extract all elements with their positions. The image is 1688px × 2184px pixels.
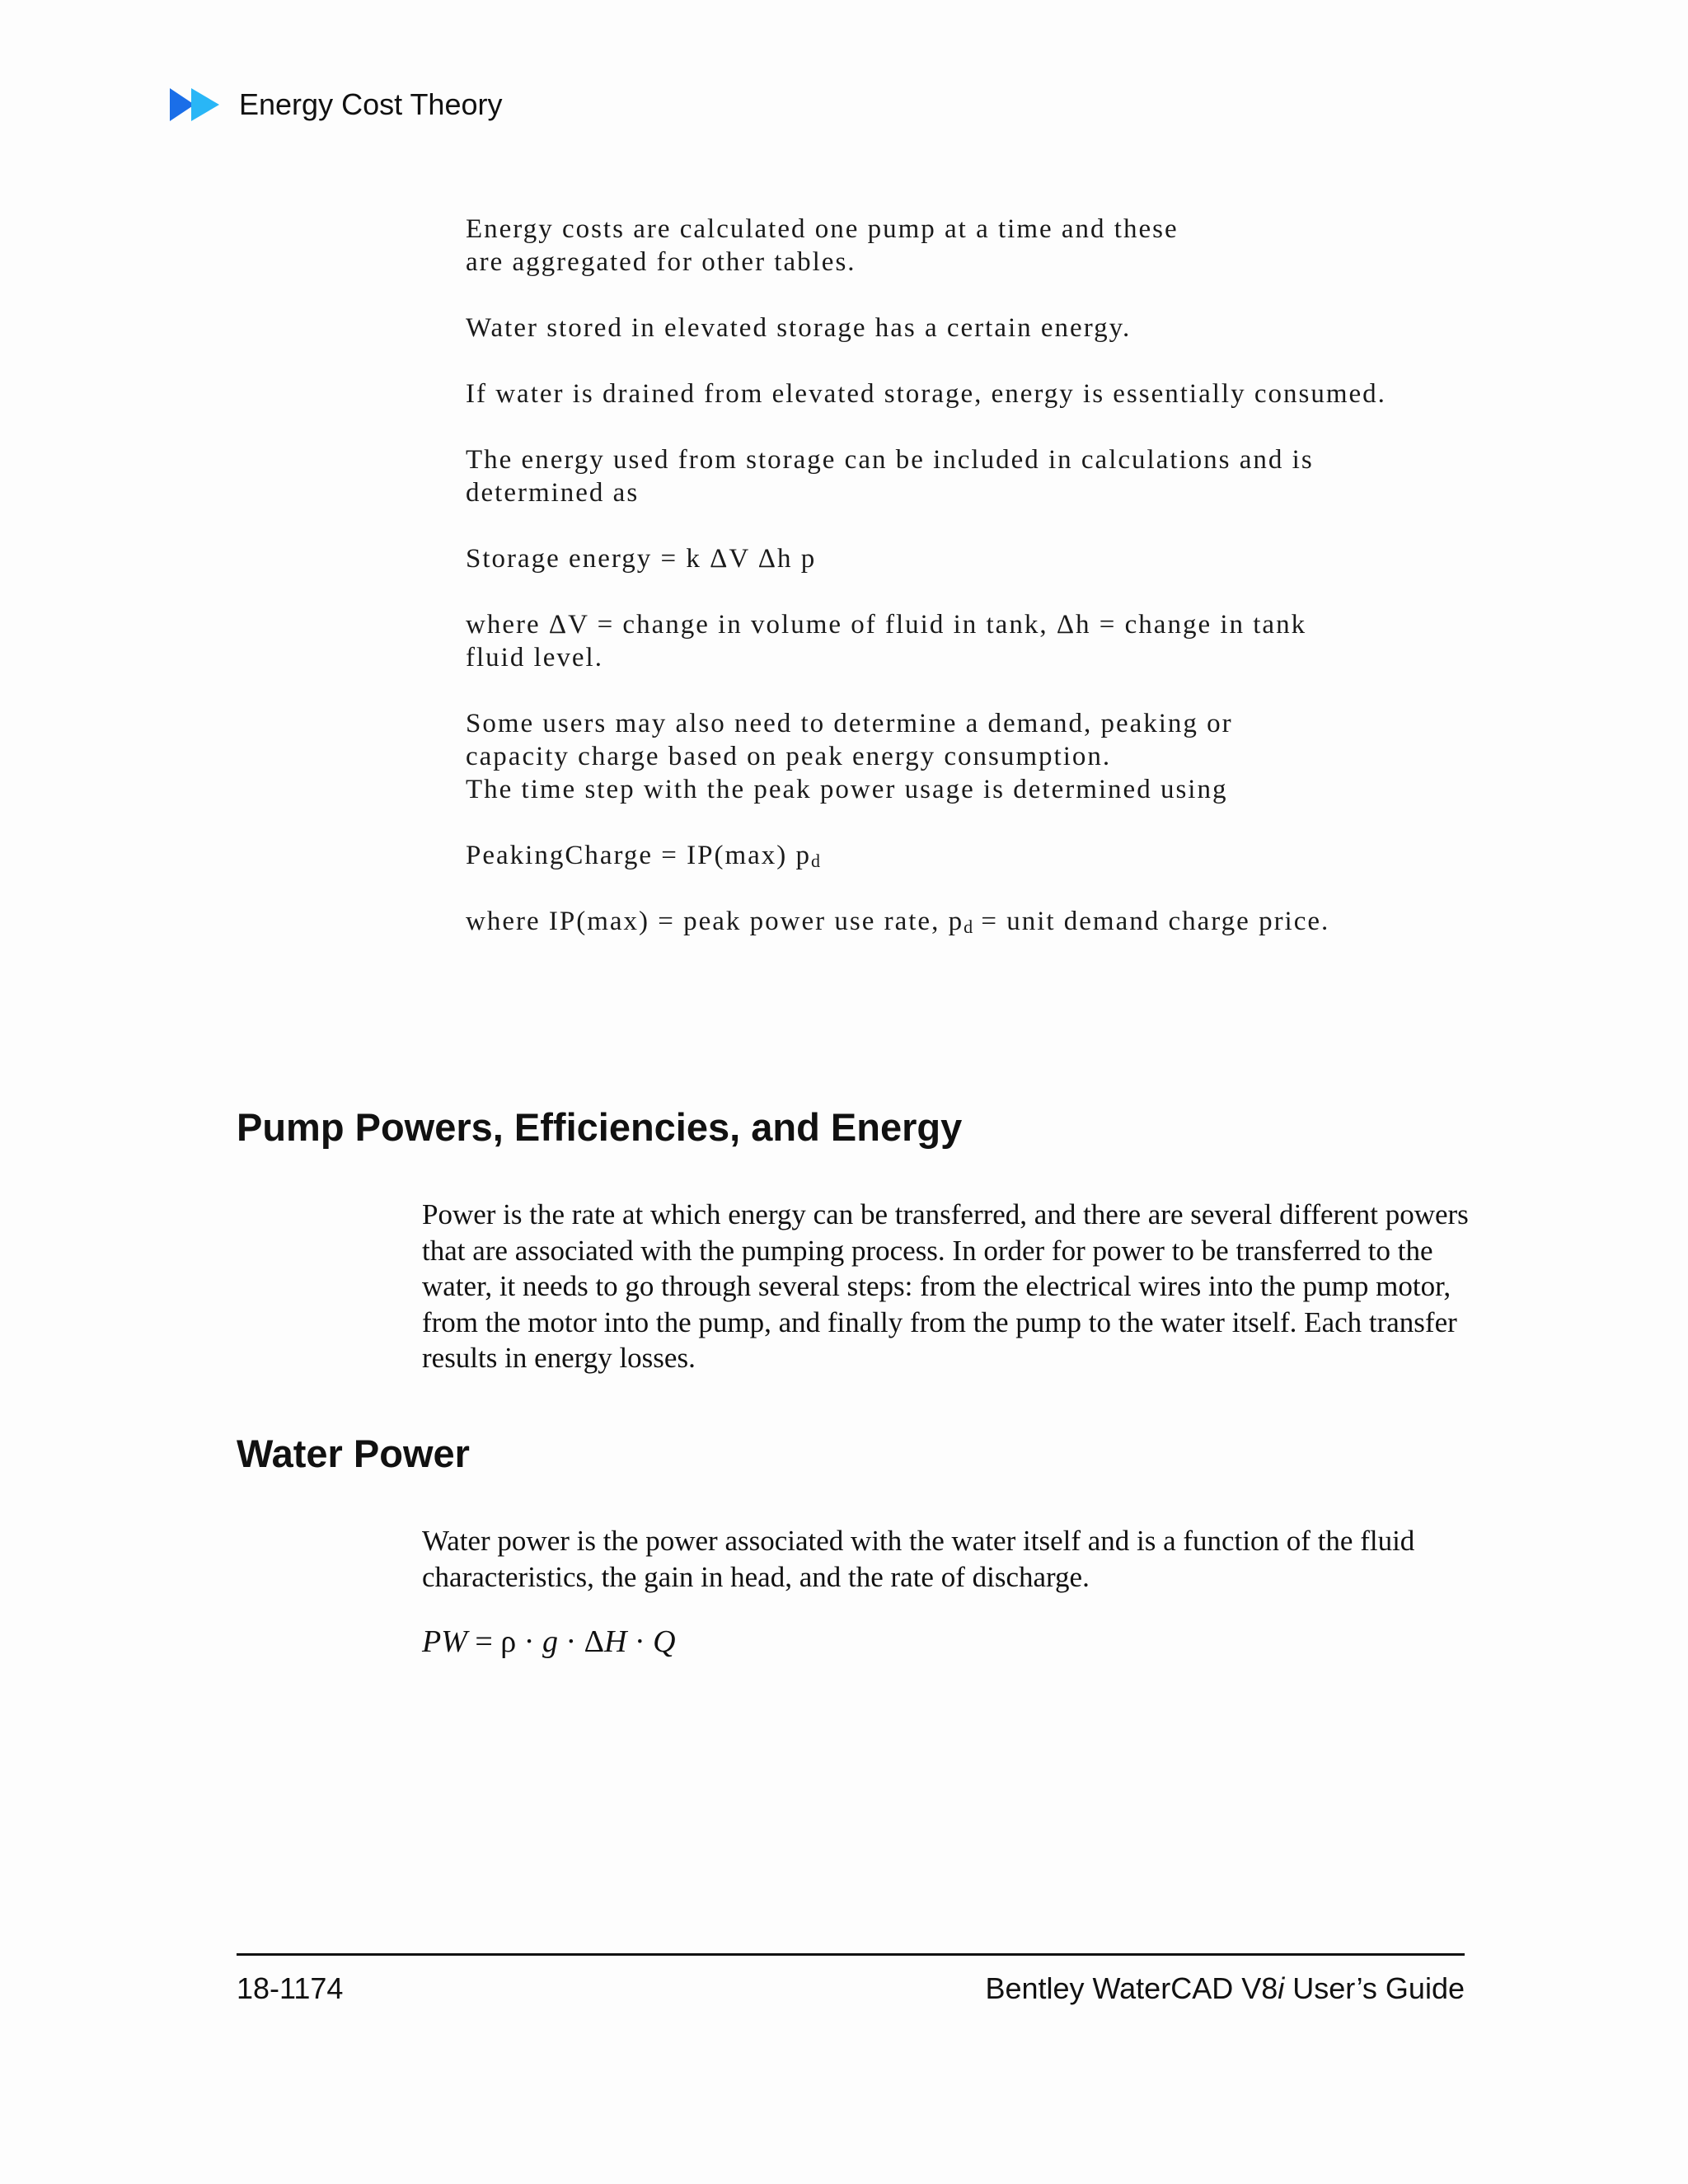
equation-h: H bbox=[604, 1624, 627, 1659]
paragraph-water-power: Water power is the power associated with the water itself and is a function of the fluid characteristics, the gain in head, and the rate of discharge. bbox=[422, 1525, 1415, 1593]
paragraph-demand-charge: Some users may also need to determine a demand, peaking or capacity charge based on peak energy consumption. The time step with the peak power usage is determined using bbox=[466, 709, 1233, 804]
paragraph-energy-costs: Energy costs are calculated one pump at a time and these are aggregated for other tables. bbox=[466, 214, 1179, 277]
where-ip-text-b: = unit demand charge price. bbox=[973, 907, 1330, 936]
paragraph-pump-powers: Power is the rate at which energy can be transferred, and there are several different powers that are associated with the pumping process. In order for power to be transferred to the water, it needs to go through several steps: from the electrical wires into the pump motor, from the motor into the pump, and finally from the pump to the water itself. Each transfer results in energy losses. bbox=[422, 1198, 1469, 1374]
equation-equals-rho: = ρ · bbox=[467, 1624, 542, 1659]
double-chevron-right-icon bbox=[170, 87, 223, 123]
guide-title-b: User’s Guide bbox=[1284, 1971, 1465, 2005]
energy-cost-text bbox=[466, 213, 1488, 938]
water-power-equation bbox=[422, 1624, 676, 1660]
where-ip-subscript: d bbox=[964, 916, 973, 937]
peaking-charge-subscript: d bbox=[811, 851, 821, 871]
peaking-charge-main: PeakingCharge = IP(max) p bbox=[466, 841, 812, 870]
equation-g: g bbox=[542, 1624, 558, 1659]
guide-title-i: i bbox=[1278, 1971, 1285, 2005]
page-number: 18-1174 bbox=[237, 1971, 344, 2005]
running-header bbox=[170, 87, 502, 123]
header-title: Energy Cost Theory bbox=[239, 87, 503, 121]
paragraph-water-stored: Water stored in elevated storage has a certain energy. bbox=[466, 313, 1132, 343]
paragraph-where-dv: where ΔV = change in volume of fluid in tank, Δh = change in tank fluid level. bbox=[466, 610, 1307, 673]
peaking-charge-formula bbox=[466, 839, 1488, 872]
heading-pump-powers: Pump Powers, Efficiencies, and Energy bbox=[237, 1105, 963, 1149]
where-ip-text-a: where IP(max) = peak power use rate, p bbox=[466, 907, 964, 936]
storage-energy-formula: Storage energy = k ΔV Δh p bbox=[466, 544, 817, 574]
heading-water-power: Water Power bbox=[237, 1432, 470, 1475]
equation-lhs: PW bbox=[422, 1624, 467, 1659]
guide-title-a: Bentley WaterCAD V8 bbox=[985, 1971, 1278, 2005]
guide-title bbox=[985, 1971, 1465, 2006]
footer-divider bbox=[237, 1953, 1465, 1956]
paragraph-energy-used: The energy used from storage can be included in calculations and is determined as bbox=[466, 445, 1314, 508]
paragraph-where-ip bbox=[466, 905, 1488, 938]
equation-q: Q bbox=[653, 1624, 676, 1659]
equation-delta: · Δ bbox=[557, 1624, 605, 1659]
equation-dot: · bbox=[626, 1624, 654, 1659]
paragraph-water-drained: If water is drained from elevated storage, energy is essentially consumed. bbox=[466, 379, 1386, 409]
